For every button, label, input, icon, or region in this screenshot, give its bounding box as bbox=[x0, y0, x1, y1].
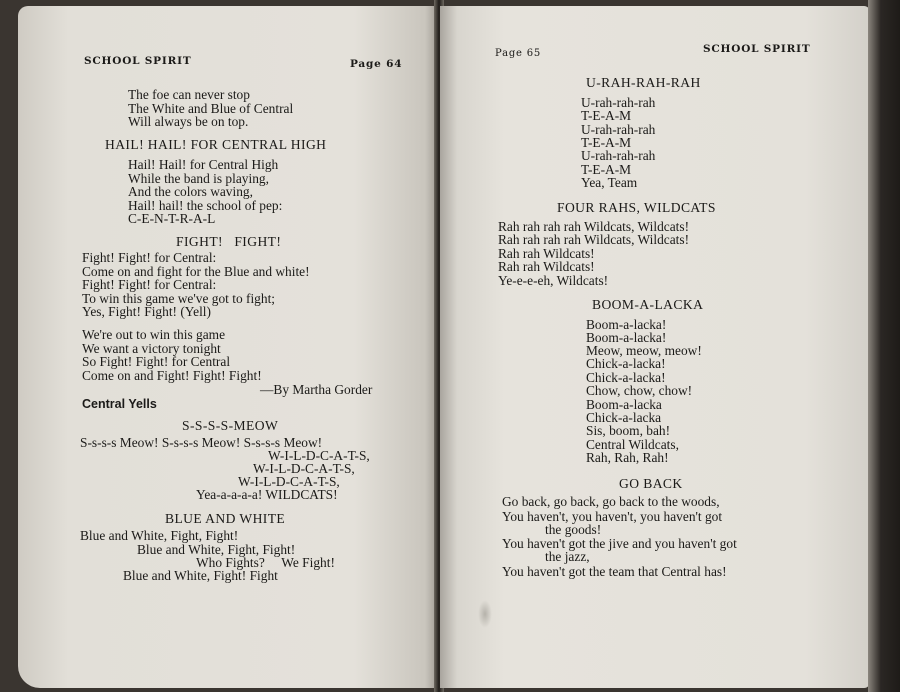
urah-title: U-RAH-RAH-RAH bbox=[586, 75, 701, 90]
intro-line: Will always be on top. bbox=[128, 114, 249, 129]
fight-line: To win this game we've got to fight; bbox=[82, 291, 276, 306]
boom-line: Chick-a-lacka bbox=[586, 410, 662, 425]
boom-line: Meow, meow, meow! bbox=[586, 343, 702, 358]
intro-line: The foe can never stop bbox=[128, 87, 250, 102]
boom-line: Chick-a-lacka! bbox=[586, 370, 666, 385]
four-rahs-title: FOUR RAHS, WILDCATS bbox=[557, 200, 716, 215]
boom-line: Boom-a-lacka! bbox=[586, 330, 667, 345]
hail-line: Hail! hail! the school of pep: bbox=[128, 198, 283, 213]
boom-line: Central Wildcats, bbox=[586, 437, 679, 452]
fight-line: Come on and Fight! Fight! Fight! bbox=[82, 368, 262, 383]
fight-line: Fight! Fight! for Central: bbox=[82, 277, 217, 292]
right-running-head: SCHOOL SPIRIT bbox=[703, 43, 811, 55]
go-back-line: You haven't got the team that Central has! bbox=[502, 564, 727, 579]
urah-line: T-E-A-M bbox=[581, 162, 632, 177]
boom-line: Boom-a-lacka bbox=[586, 397, 662, 412]
boom-line: Rah, Rah, Rah! bbox=[586, 450, 669, 465]
four-rahs-line: Rah rah rah rah Wildcats, Wildcats! bbox=[498, 232, 690, 247]
meow-line: W-I-L-D-C-A-T-S, bbox=[253, 461, 355, 476]
four-rahs-line: Ye-e-e-eh, Wildcats! bbox=[498, 273, 609, 288]
go-back-line: Go back, go back, go back to the woods, bbox=[502, 494, 720, 509]
urah-line: T-E-A-M bbox=[581, 135, 632, 150]
hail-line: C-E-N-T-R-A-L bbox=[128, 211, 216, 226]
central-yells-heading: Central Yells bbox=[82, 397, 157, 411]
blue-white-line: Who Fights? We Fight! bbox=[196, 555, 335, 570]
meow-line: S-s-s-s Meow! S-s-s-s Meow! S-s-s-s Meow! bbox=[80, 435, 323, 450]
urah-line: U-rah-rah-rah bbox=[581, 95, 656, 110]
left-running-head: SCHOOL SPIRIT bbox=[84, 55, 192, 67]
hail-line: And the colors waving, bbox=[128, 184, 253, 199]
four-rahs-line: Rah rah rah rah Wildcats, Wildcats! bbox=[498, 219, 690, 234]
go-back-line: the jazz, bbox=[545, 549, 590, 564]
hail-line: While the band is playing, bbox=[128, 171, 269, 186]
fight-line: We're out to win this game bbox=[82, 327, 226, 342]
page-edge bbox=[868, 0, 900, 692]
hail-line: Hail! Hail! for Central High bbox=[128, 157, 279, 172]
urah-line: Yea, Team bbox=[581, 175, 638, 190]
right-page-number: Page 65 bbox=[495, 48, 542, 59]
go-back-line: You haven't, you haven't, you haven't got bbox=[502, 509, 723, 524]
boom-title: BOOM-A-LACKA bbox=[592, 297, 704, 312]
go-back-title: GO BACK bbox=[619, 476, 683, 491]
urah-line: U-rah-rah-rah bbox=[581, 148, 656, 163]
intro-line: The White and Blue of Central bbox=[128, 101, 294, 116]
go-back-line: You haven't got the jive and you haven't got bbox=[502, 536, 737, 551]
boom-line: Chick-a-lacka! bbox=[586, 356, 666, 371]
meow-title: S-S-S-S-MEOW bbox=[182, 418, 279, 433]
fight-title: FIGHT! FIGHT! bbox=[176, 234, 282, 249]
fight-line: Yes, Fight! Fight! (Yell) bbox=[82, 304, 211, 319]
fight-line: We want a victory tonight bbox=[82, 341, 221, 356]
fight-line: Come on and fight for the Blue and white! bbox=[82, 264, 310, 279]
fight-line: So Fight! Fight! for Central bbox=[82, 354, 231, 369]
urah-line: T-E-A-M bbox=[581, 108, 632, 123]
meow-line: W-I-L-D-C-A-T-S, bbox=[268, 448, 370, 463]
fight-line: Fight! Fight! for Central: bbox=[82, 250, 217, 265]
fight-credit: —By Martha Gorder bbox=[260, 382, 373, 397]
hail-title: HAIL! HAIL! FOR CENTRAL HIGH bbox=[105, 137, 327, 152]
meow-line: Yea-a-a-a-a! WILDCATS! bbox=[196, 487, 338, 502]
four-rahs-line: Rah rah Wildcats! bbox=[498, 246, 595, 261]
left-page-number: Page 64 bbox=[350, 58, 403, 70]
blue-white-line: Blue and White, Fight! Fight bbox=[123, 568, 278, 583]
boom-line: Sis, boom, bah! bbox=[586, 423, 671, 438]
blue-white-line: Blue and White, Fight, Fight! bbox=[80, 528, 239, 543]
go-back-line: the goods! bbox=[545, 522, 602, 537]
boom-line: Boom-a-lacka! bbox=[586, 317, 667, 332]
blue-white-title: BLUE AND WHITE bbox=[165, 511, 286, 526]
blue-white-line: Blue and White, Fight, Fight! bbox=[137, 542, 296, 557]
four-rahs-line: Rah rah Wildcats! bbox=[498, 259, 595, 274]
page-smudge bbox=[478, 600, 492, 628]
boom-line: Chow, chow, chow! bbox=[586, 383, 693, 398]
urah-line: U-rah-rah-rah bbox=[581, 122, 656, 137]
meow-line: W-I-L-D-C-A-T-S, bbox=[238, 474, 340, 489]
